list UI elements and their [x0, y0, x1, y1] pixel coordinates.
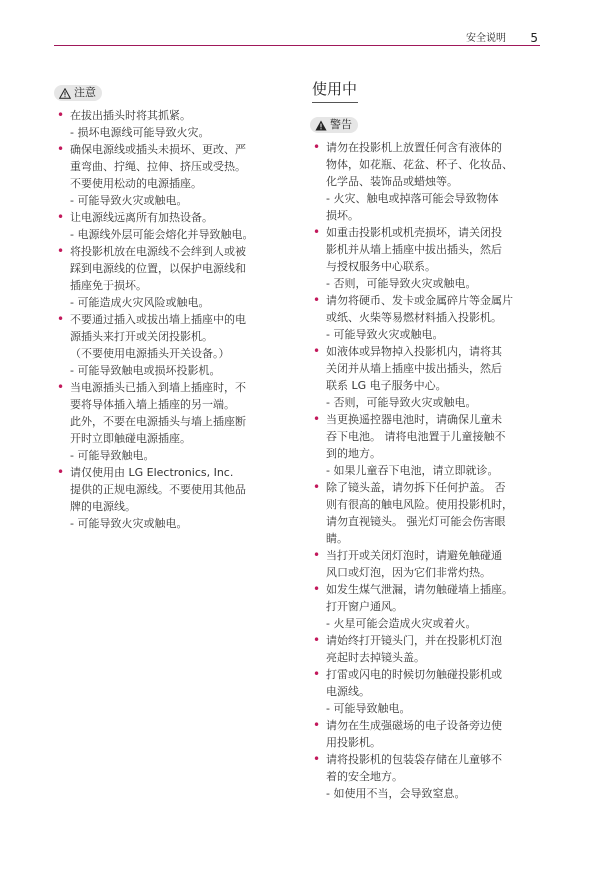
list-item [312, 411, 544, 479]
bullet-icon: • [313, 667, 321, 681]
item-note-line: - 可能导致火灾或触电。 [70, 194, 188, 207]
item-text-line: 请勿在投影机上放置任何含有液体的 [326, 141, 502, 154]
item-text-line: 要将导体插入墙上插座的另一端。 [70, 398, 235, 411]
bullet-icon: • [57, 465, 65, 479]
left-column [56, 85, 282, 532]
item-text-line: 用投影机。 [326, 736, 381, 749]
list-item [312, 751, 544, 802]
item-text-line: 重弯曲、拧绳、拉伸、挤压或受热。 [70, 160, 246, 173]
bullet-icon: • [313, 718, 321, 732]
item-text-line: 亮起时去掉镜头盖。 [326, 651, 425, 664]
item-note-line: - 火星可能会造成火灾或着火。 [326, 617, 477, 630]
item-text-line: 电源线。 [326, 685, 370, 698]
item-text-line: 着的安全地方。 [326, 770, 403, 783]
item-text-line: 当更换遥控器电池时，请确保儿童未 [326, 413, 502, 426]
item-text-line: 吞下电池。 请将电池置于儿童接触不 [326, 430, 506, 443]
bullet-icon: • [57, 210, 65, 224]
item-note-line: - 否则，可能导致火灾或触电。 [326, 396, 477, 409]
item-text-line: 化学品、装饰品或蜡烛等。 [326, 175, 458, 188]
header-rule [54, 45, 540, 46]
list-item [312, 479, 544, 547]
list-item [312, 292, 544, 343]
item-note-line: 损坏。 [326, 209, 359, 222]
item-text-line: 影机并从墙上插座中拔出插头，然后 [326, 243, 502, 256]
item-text-line: 请勿将硬币、发卡或金属碎片等金属片 [326, 294, 513, 307]
item-note-line: - 可能导致触电或损坏投影机。 [70, 364, 221, 377]
bullet-icon: • [57, 108, 65, 122]
list-item [312, 581, 544, 632]
page-number: 5 [530, 31, 538, 45]
caution-badge [54, 85, 102, 101]
bullet-icon: • [313, 293, 321, 307]
list-item [56, 141, 282, 209]
item-text-line: 让电源线远离所有加热设备。 [70, 211, 213, 224]
item-text-line: 则有很高的触电风险。使用投影机时， [326, 498, 513, 511]
item-text-line: 打开窗户通风。 [326, 600, 403, 613]
right-column [312, 79, 544, 802]
list-item [312, 343, 544, 411]
item-text-line: 不要使用松动的电源插座。 [70, 177, 202, 190]
item-text-line: 插座免于损坏。 [70, 279, 147, 292]
item-text-line: 如液体或异物掉入投影机内，请将其 [326, 345, 502, 358]
item-text-line: 请勿直视镜头。 强光灯可能会伤害眼 [326, 515, 506, 528]
item-text-line: 不要通过插入或拔出墙上插座中的电 [70, 313, 246, 326]
bullet-icon: • [313, 480, 321, 494]
list-item [312, 224, 544, 292]
item-text-line: 到的地方。 [326, 447, 381, 460]
item-text-line: 确保电源线或插头未损坏、更改、严 [70, 143, 246, 156]
list-item [56, 464, 282, 532]
item-text-line: 当打开或关闭灯泡时，请避免触碰通 [326, 549, 502, 562]
list-item [56, 107, 282, 141]
item-text-line: 如重击投影机或机壳损坏，请关闭投 [326, 226, 502, 239]
item-note-line: - 如使用不当，会导致窒息。 [326, 787, 466, 800]
warning-icon [315, 120, 327, 131]
bullet-icon: • [313, 582, 321, 596]
item-text-line: 牌的电源线。 [70, 500, 136, 513]
item-text-line: 物体，如花瓶、花盆、杯子、化妆品、 [326, 158, 513, 171]
item-text-line: 与授权服务中心联系。 [326, 260, 436, 273]
warning-list [312, 139, 544, 802]
caution-list [56, 107, 282, 532]
item-note-line: - 可能导致触电。 [326, 702, 411, 715]
item-note-line: - 可能造成火灾风险或触电。 [70, 296, 210, 309]
item-text-line: 请勿在生成强磁场的电子设备旁边使 [326, 719, 502, 732]
item-text-line: 请仅使用由 LG Electronics, Inc. [70, 466, 234, 479]
bullet-icon: • [313, 344, 321, 358]
item-text-line: 当电源插头已插入到墙上插座时，不 [70, 381, 246, 394]
section-title: 使用中 [312, 80, 358, 98]
item-note-line: - 否则，可能导致火灾或触电。 [326, 277, 477, 290]
page-header [0, 0, 612, 50]
list-item [312, 717, 544, 751]
item-note-line: - 如果儿童吞下电池，请立即就诊。 [326, 464, 499, 477]
item-note-line: - 火灾、触电或掉落可能会导致物体 [326, 192, 499, 205]
bullet-icon: • [57, 312, 65, 326]
list-item [56, 209, 282, 243]
item-text-line: （不要使用电源插头开关设备。） [70, 347, 230, 360]
item-text-line: 关闭并从墙上插座中拔出插头，然后 [326, 362, 502, 375]
item-note-line: - 电源线外层可能会熔化并导致触电。 [70, 228, 254, 241]
list-item [312, 139, 544, 224]
caution-label: 注意 [74, 86, 96, 99]
item-note-line: - 可能导致火灾或触电。 [326, 328, 444, 341]
item-text-line: 联系 LG 电子服务中心。 [326, 379, 447, 392]
item-text-line: 如发生煤气泄漏，请勿触碰墙上插座。 [326, 583, 513, 596]
item-text-line: 请将投影机的包装袋存储在儿童够不 [326, 753, 502, 766]
item-note-line: - 损坏电源线可能导致火灾。 [70, 126, 210, 139]
item-text-line: 或纸、火柴等易燃材料插入投影机。 [326, 311, 502, 324]
bullet-icon: • [313, 633, 321, 647]
item-text-line: 风口或灯泡，因为它们非常灼热。 [326, 566, 491, 579]
item-note-line: - 可能导致触电。 [70, 449, 155, 462]
list-item [312, 666, 544, 717]
bullet-icon: • [57, 380, 65, 394]
list-item [56, 243, 282, 311]
list-item [312, 547, 544, 581]
bullet-icon: • [313, 225, 321, 239]
list-item [56, 311, 282, 379]
item-text-line: 源插头来打开或关闭投影机。 [70, 330, 213, 343]
bullet-icon: • [57, 142, 65, 156]
item-text-line: 踩到电源线的位置，以保护电源线和 [70, 262, 246, 275]
bullet-icon: • [313, 140, 321, 154]
bullet-icon: • [57, 244, 65, 258]
bullet-icon: • [313, 412, 321, 426]
bullet-icon: • [313, 548, 321, 562]
warning-label: 警告 [330, 118, 352, 131]
item-text-line: 在拔出插头时将其抓紧。 [70, 109, 191, 122]
item-text-line: 开时立即触碰电源插座。 [70, 432, 191, 445]
header-title: 安全说明 [466, 33, 506, 44]
caution-icon [59, 88, 71, 99]
item-text-line: 睛。 [326, 532, 348, 545]
item-text-line: 除了镜头盖，请勿拆下任何护盖。 否 [326, 481, 506, 494]
bullet-icon: • [313, 752, 321, 766]
item-text-line: 打雷或闪电的时候切勿触碰投影机或 [326, 668, 502, 681]
list-item [56, 379, 282, 464]
item-text-line: 将投影机放在电源线不会绊到人或被 [70, 245, 246, 258]
list-item [312, 632, 544, 666]
warning-badge [310, 117, 358, 133]
item-text-line: 此外，不要在电源插头与墙上插座断 [70, 415, 246, 428]
item-text-line: 提供的正规电源线。不要使用其他品 [70, 483, 246, 496]
section-title-rule [312, 102, 358, 103]
item-text-line: 请始终打开镜头门，并在投影机灯泡 [326, 634, 502, 647]
item-note-line: - 可能导致火灾或触电。 [70, 517, 188, 530]
